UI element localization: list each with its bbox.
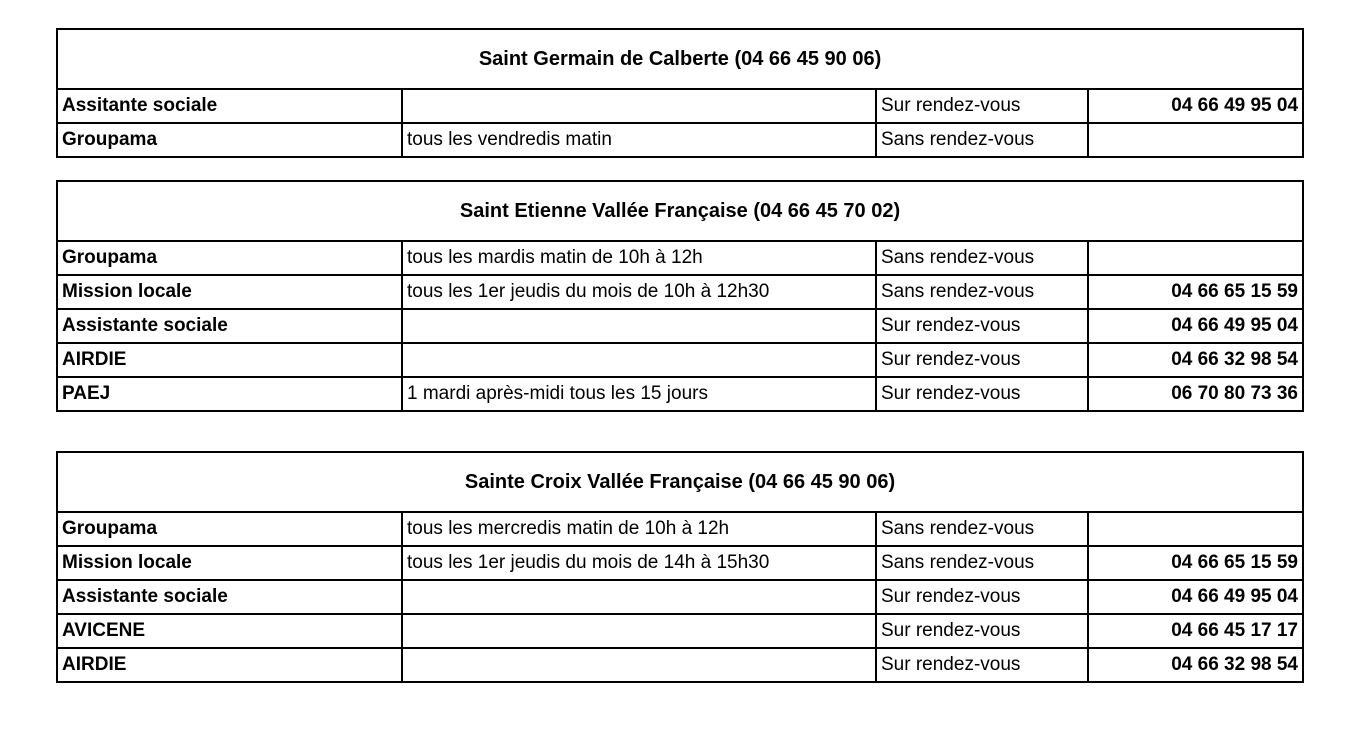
section-saint-germain-table (56, 28, 1304, 158)
phone-number (1088, 512, 1303, 546)
service-schedule (402, 648, 876, 682)
phone-number: 04 66 32 98 54 (1088, 648, 1303, 682)
table-row (57, 614, 1303, 648)
service-name: Groupama (57, 241, 402, 275)
service-schedule (402, 89, 876, 123)
service-name: PAEJ (57, 377, 402, 411)
section-title: Saint Etienne Vallée Française (04 66 45 70 02) (57, 181, 1303, 241)
phone-number (1088, 123, 1303, 157)
phone-number (1088, 241, 1303, 275)
service-schedule: tous les mardis matin de 10h à 12h (402, 241, 876, 275)
phone-number: 06 70 80 73 36 (1088, 377, 1303, 411)
section-title-row (57, 29, 1303, 89)
service-schedule (402, 309, 876, 343)
section-title: Sainte Croix Vallée Française (04 66 45 90 06) (57, 452, 1303, 512)
phone-number: 04 66 65 15 59 (1088, 546, 1303, 580)
appointment-type: Sur rendez-vous (876, 309, 1088, 343)
service-name: Groupama (57, 512, 402, 546)
table-row (57, 546, 1303, 580)
appointment-type: Sans rendez-vous (876, 546, 1088, 580)
table-row (57, 343, 1303, 377)
phone-number: 04 66 49 95 04 (1088, 309, 1303, 343)
appointment-type: Sur rendez-vous (876, 614, 1088, 648)
appointment-type: Sur rendez-vous (876, 377, 1088, 411)
phone-number: 04 66 49 95 04 (1088, 580, 1303, 614)
phone-number: 04 66 65 15 59 (1088, 275, 1303, 309)
service-name: Assitante sociale (57, 89, 402, 123)
service-name: AIRDIE (57, 648, 402, 682)
service-schedule (402, 343, 876, 377)
table-row (57, 241, 1303, 275)
service-name: Assistante sociale (57, 580, 402, 614)
service-schedule: tous les 1er jeudis du mois de 10h à 12h30 (402, 275, 876, 309)
phone-number: 04 66 45 17 17 (1088, 614, 1303, 648)
section-saint-etienne-table (56, 180, 1304, 412)
service-schedule: 1 mardi après-midi tous les 15 jours (402, 377, 876, 411)
table-row (57, 648, 1303, 682)
appointment-type: Sur rendez-vous (876, 343, 1088, 377)
appointment-type: Sans rendez-vous (876, 512, 1088, 546)
service-name: Mission locale (57, 546, 402, 580)
section-title-row (57, 181, 1303, 241)
appointment-type: Sur rendez-vous (876, 648, 1088, 682)
table-row (57, 512, 1303, 546)
service-schedule: tous les vendredis matin (402, 123, 876, 157)
service-name: Groupama (57, 123, 402, 157)
table-row (57, 275, 1303, 309)
table-row (57, 89, 1303, 123)
service-name: Assistante sociale (57, 309, 402, 343)
service-name: AIRDIE (57, 343, 402, 377)
appointment-type: Sans rendez-vous (876, 241, 1088, 275)
phone-number: 04 66 49 95 04 (1088, 89, 1303, 123)
service-schedule (402, 614, 876, 648)
section-sainte-croix-table (56, 451, 1304, 683)
section-title-row (57, 452, 1303, 512)
service-schedule: tous les mercredis matin de 10h à 12h (402, 512, 876, 546)
table-row (57, 309, 1303, 343)
table-row (57, 123, 1303, 157)
phone-number: 04 66 32 98 54 (1088, 343, 1303, 377)
appointment-type: Sur rendez-vous (876, 89, 1088, 123)
service-name: AVICENE (57, 614, 402, 648)
table-row (57, 377, 1303, 411)
service-schedule (402, 580, 876, 614)
service-schedule: tous les 1er jeudis du mois de 14h à 15h30 (402, 546, 876, 580)
appointment-type: Sans rendez-vous (876, 275, 1088, 309)
service-name: Mission locale (57, 275, 402, 309)
section-title: Saint Germain de Calberte (04 66 45 90 06) (57, 29, 1303, 89)
table-row (57, 580, 1303, 614)
appointment-type: Sur rendez-vous (876, 580, 1088, 614)
appointment-type: Sans rendez-vous (876, 123, 1088, 157)
